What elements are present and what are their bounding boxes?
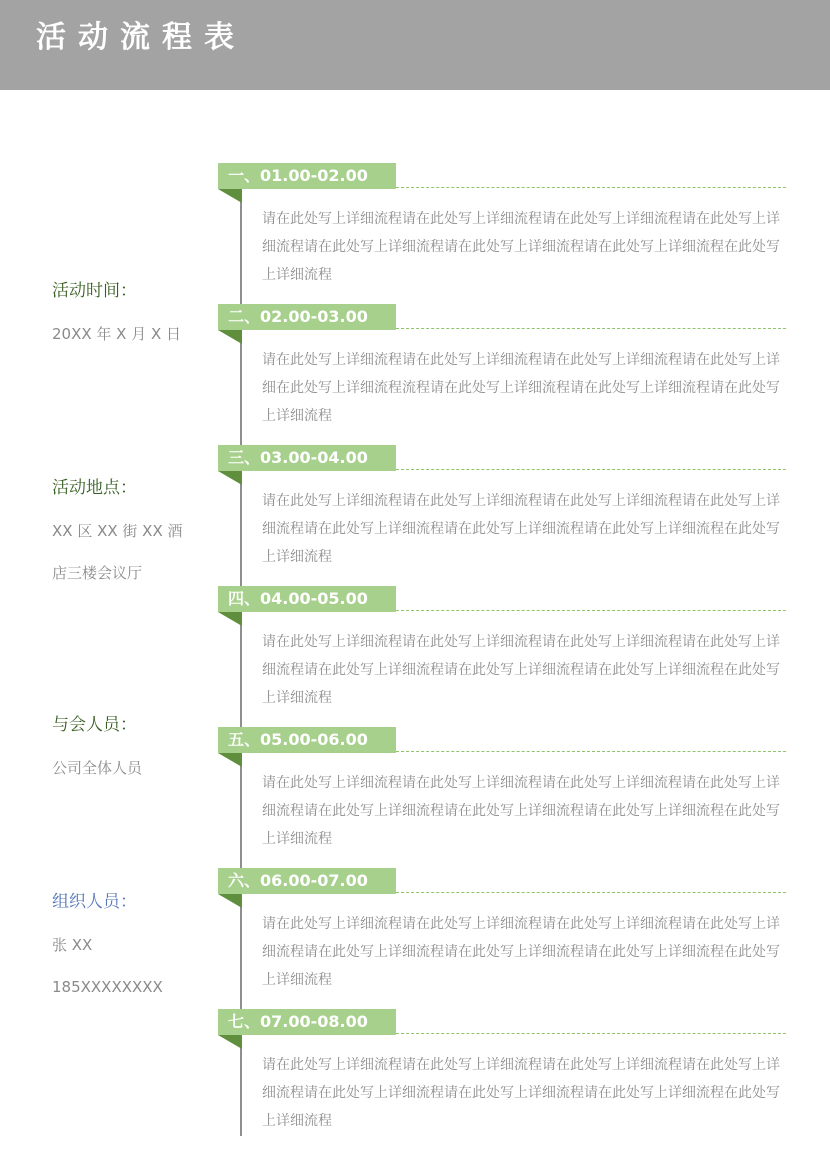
step-time-label: 一、01.00-02.00: [228, 166, 368, 185]
step-fold-decoration: [218, 330, 242, 344]
attendees-value: 公司全体人员: [52, 759, 143, 777]
timeline-step-6: [218, 868, 788, 1008]
step-dashed-rule: [396, 892, 786, 893]
step-description: 请在此处写上详细流程请在此处写上详细流程请在此处写上详细流程请在此处写上详细流程请在此处写上详细流程请在此处写上详细流程请在此处写上详细流程在此处写上详细流程: [262, 775, 780, 847]
step-tab: [218, 163, 396, 189]
event-place-label: 活动地点：: [52, 478, 137, 498]
step-tab: [218, 727, 396, 753]
step-time-label: 二、02.00-03.00: [228, 307, 368, 326]
timeline-step-7: [218, 1009, 788, 1149]
event-time-value: 20XX 年 X 月 X 日: [52, 325, 182, 343]
step-dashed-rule: [396, 610, 786, 611]
step-dashed-rule: [396, 187, 786, 188]
step-fold-decoration: [218, 612, 242, 626]
step-tab: [218, 586, 396, 612]
event-place-value-line1: XX 区 XX 街 XX 酒: [52, 522, 183, 540]
step-dashed-rule: [396, 328, 786, 329]
step-tab: [218, 304, 396, 330]
timeline-step-4: [218, 586, 788, 726]
step-tab: [218, 445, 396, 471]
organizer-name: 张 XX: [52, 936, 93, 954]
step-fold-decoration: [218, 753, 242, 767]
event-place-value-line2: 店三楼会议厅: [52, 564, 143, 582]
step-description: 请在此处写上详细流程请在此处写上详细流程请在此处写上详细流程请在此处写上详细流程请在此处写上详细流程请在此处写上详细流程请在此处写上详细流程在此处写上详细流程: [262, 493, 780, 565]
timeline-step-1: [218, 163, 788, 303]
step-dashed-rule: [396, 469, 786, 470]
step-fold-decoration: [218, 894, 242, 908]
organizer-phone: 185XXXXXXXX: [52, 978, 163, 996]
step-tab: [218, 868, 396, 894]
step-fold-decoration: [218, 1035, 242, 1049]
timeline-step-3: [218, 445, 788, 585]
step-description: 请在此处写上详细流程请在此处写上详细流程请在此处写上详细流程请在此处写上详细流程请在此处写上详细流程请在此处写上详细流程请在此处写上详细流程在此处写上详细流程: [262, 211, 780, 283]
step-dashed-rule: [396, 1033, 786, 1034]
step-dashed-rule: [396, 751, 786, 752]
step-time-label: 七、07.00-08.00: [228, 1012, 368, 1031]
event-time-label: 活动时间：: [52, 281, 137, 301]
step-time-label: 六、06.00-07.00: [228, 871, 368, 890]
page-title: 活动流程表: [36, 20, 246, 55]
step-description: 请在此处写上详细流程请在此处写上详细流程请在此处写上详细流程请在此处写上详细流程请在此处写上详细流程请在此处写上详细流程请在此处写上详细流程在此处写上详细流程: [262, 1057, 780, 1129]
page-header: [0, 0, 830, 90]
organizer-label: 组织人员：: [52, 892, 137, 912]
step-time-label: 五、05.00-06.00: [228, 730, 368, 749]
step-description: 请在此处写上详细流程请在此处写上详细流程请在此处写上详细流程请在此处写上详细在此处写上详细流程流程请在此处写上详细流程请在此处写上详细流程请在此处写上详细流程: [262, 352, 780, 424]
step-description: 请在此处写上详细流程请在此处写上详细流程请在此处写上详细流程请在此处写上详细流程请在此处写上详细流程请在此处写上详细流程请在此处写上详细流程在此处写上详细流程: [262, 634, 780, 706]
step-tab: [218, 1009, 396, 1035]
step-time-label: 四、04.00-05.00: [228, 589, 368, 608]
step-description: 请在此处写上详细流程请在此处写上详细流程请在此处写上详细流程请在此处写上详细流程请在此处写上详细流程请在此处写上详细流程请在此处写上详细流程在此处写上详细流程: [262, 916, 780, 988]
step-fold-decoration: [218, 471, 242, 485]
timeline-step-5: [218, 727, 788, 867]
step-fold-decoration: [218, 189, 242, 203]
timeline-step-2: [218, 304, 788, 444]
step-time-label: 三、03.00-04.00: [228, 448, 368, 467]
attendees-label: 与会人员：: [52, 715, 137, 735]
